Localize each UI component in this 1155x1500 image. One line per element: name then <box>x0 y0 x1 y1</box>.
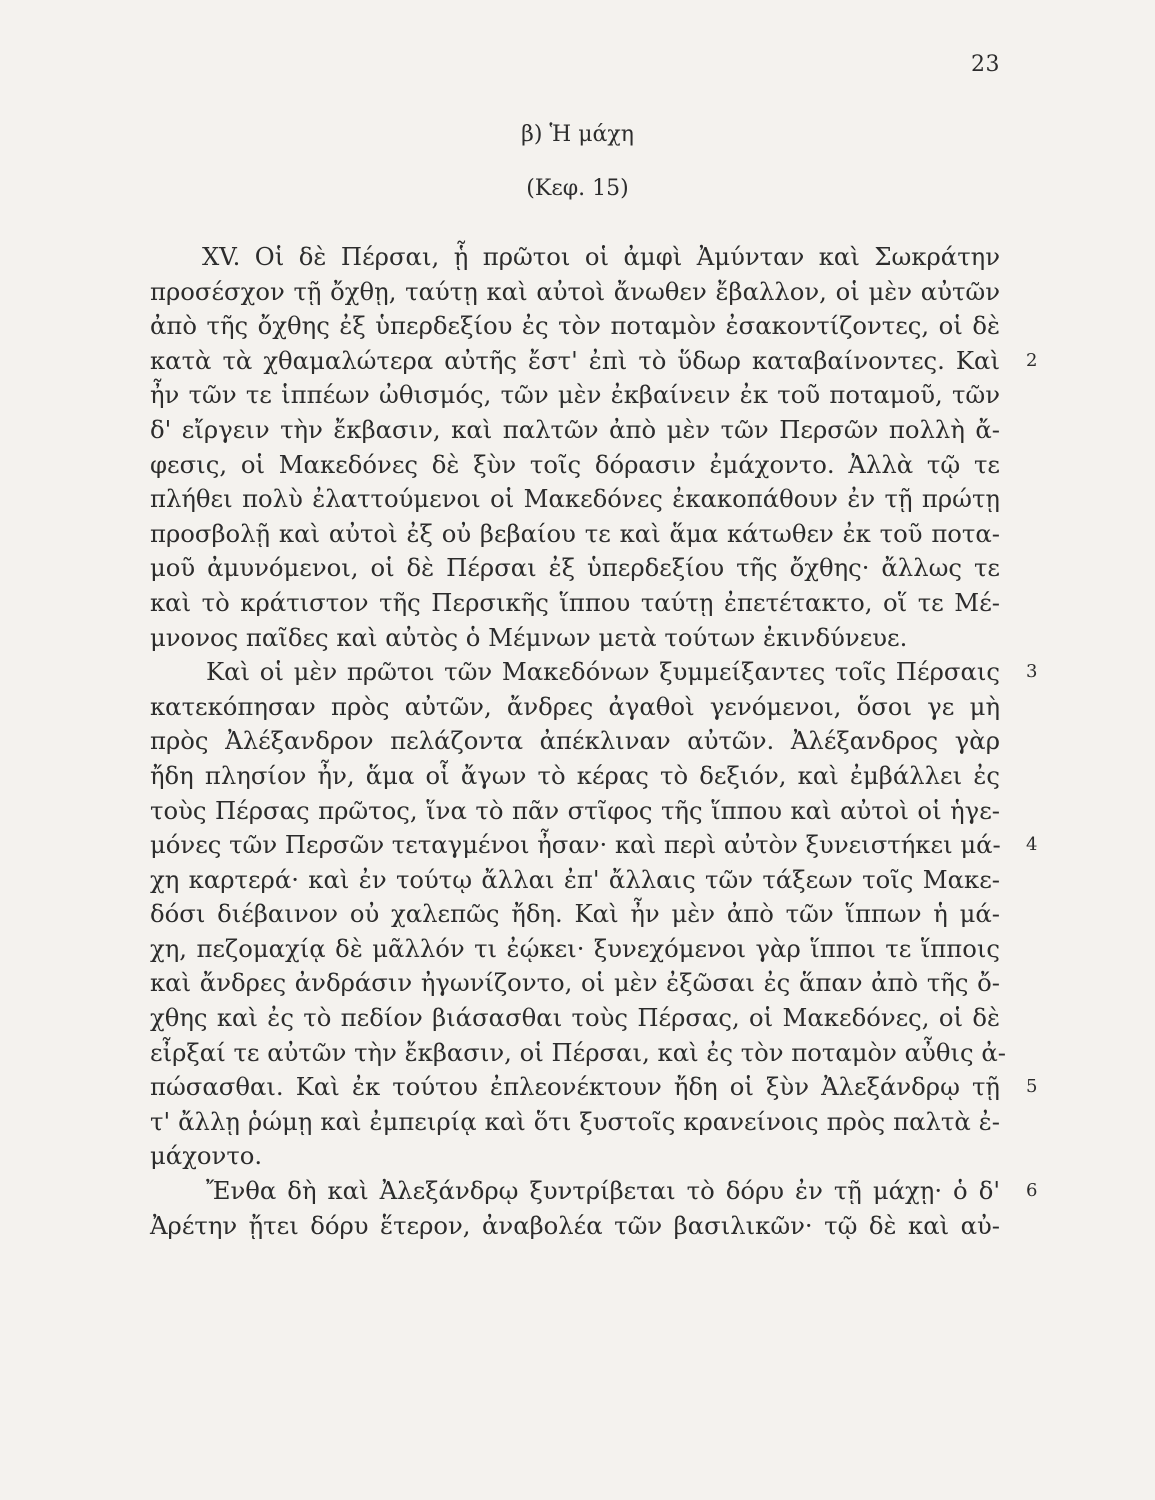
text-line-content: δόσι διέβαινον οὐ χαλεπῶς ἤδη. Καὶ ἦν μὲν ἀπὸ τῶν ἵππων ἡ μά- <box>150 899 1000 929</box>
text-line <box>150 309 1000 344</box>
text-line-content: πρὸς Ἀλέξανδρον πελάζοντα ἀπέκλιναν αὐτῶν. Ἀλέξανδρος γὰρ <box>150 726 1000 756</box>
text-line <box>150 724 1000 759</box>
text-line <box>150 240 1000 275</box>
text-line-content: προσέσχον τῇ ὄχθῃ, ταύτῃ καὶ αὐτοὶ ἄνωθεν ἔβαλλον, οἱ μὲν αὐτῶν <box>150 276 1000 306</box>
text-line-content: φεσις, οἱ Μακεδόνες δὲ ξὺν τοῖς δόρασιν ἐμάχοντο. Ἀλλὰ τῷ τε <box>150 449 1000 479</box>
text-line-content: ἦν τῶν τε ἱππέων ὠθισμός, τῶν μὲν ἐκβαίνειν ἐκ τοῦ ποταμοῦ, τῶν <box>150 380 1000 410</box>
margin-section-number: 4 <box>1026 834 1038 856</box>
text-line-content: XV. Οἱ δὲ Πέρσαι, ᾗ πρῶτοι οἱ ἀμφὶ Ἀμύνταν καὶ Σωκράτην <box>202 242 1000 271</box>
greek-text-body <box>150 240 1038 1243</box>
text-line <box>150 655 1038 690</box>
text-line-content: μοῦ ἀμυνόμενοι, οἱ δὲ Πέρσαι ἐξ ὑπερδεξίου τῆς ὄχθης· ἄλλως τε <box>150 553 1000 583</box>
text-line-content: χη καρτερά· καὶ ἐν τούτῳ ἄλλαι ἐπ' ἄλλαις τῶν τάξεων τοῖς Μακε- <box>150 864 1000 894</box>
text-line <box>150 275 1000 310</box>
text-line <box>150 794 1000 829</box>
text-line <box>150 621 1000 656</box>
text-line <box>150 1209 1000 1244</box>
text-line <box>150 759 1000 794</box>
text-line-content: πώσασθαι. Καὶ ἐκ τούτου ἐπλεονέκτουν ἤδη οἱ ξὺν Ἀλεξάνδρῳ τῇ <box>150 1072 1000 1102</box>
chapter-reference: (Κεφ. 15) <box>526 176 629 201</box>
text-line <box>150 828 1038 863</box>
text-line <box>150 378 1000 413</box>
text-line <box>150 690 1000 725</box>
text-line <box>150 586 1000 621</box>
text-line-content: μόνες τῶν Περσῶν τεταγμένοι ἦσαν· καὶ περὶ αὐτὸν ξυνειστήκει μά- <box>150 830 1001 860</box>
text-line-content: ἀπὸ τῆς ὄχθης ἐξ ὑπερδεξίου ἐς τὸν ποταμὸν ἐσακοντίζοντες, οἱ δὲ <box>150 311 1000 341</box>
text-line-content: κατεκόπησαν πρὸς αὐτῶν, ἄνδρες ἀγαθοὶ γενόμενοι, ὅσοι γε μὴ <box>150 691 1000 721</box>
text-line-content: Ἔνθα δὴ καὶ Ἀλεξάνδρῳ ξυντρίβεται τὸ δόρυ ἐν τῇ μάχῃ· ὁ δ' <box>206 1176 1000 1206</box>
text-line-content: μάχοντο. <box>150 1141 263 1171</box>
text-line <box>150 517 1000 552</box>
margin-section-number: 2 <box>1026 349 1038 371</box>
text-line-content: τοὺς Πέρσας πρῶτος, ἵνα τὸ πᾶν στῖφος τῆς ἵππου καὶ αὐτοὶ οἱ ἡγε- <box>150 795 1000 825</box>
text-line-content: κατὰ τὰ χθαμαλώτερα αὐτῆς ἔστ' ἐπὶ τὸ ὕδωρ καταβαίνοντες. Καὶ <box>150 345 1000 375</box>
text-line <box>150 1105 1000 1140</box>
text-line <box>150 863 1000 898</box>
text-line <box>150 1139 1000 1174</box>
text-line <box>150 932 1000 967</box>
text-line-content: τ' ἄλλῃ ῥώμῃ καὶ ἐμπειρίᾳ καὶ ὅτι ξυστοῖς κρανείνοις πρὸς παλτὰ ἐ- <box>150 1106 1000 1136</box>
text-line <box>150 966 1000 1001</box>
page-number: 23 <box>971 52 1000 77</box>
text-line-content: χθης καὶ ἐς τὸ πεδίον βιάσασθαι τοὺς Πέρσας, οἱ Μακεδόνες, οἱ δὲ <box>150 1003 1000 1033</box>
text-line-content: πλήθει πολὺ ἐλαττούμενοι οἱ Μακεδόνες ἐκακοπάθουν ἐν τῇ πρώτῃ <box>150 484 1000 514</box>
margin-section-number: 6 <box>1026 1180 1038 1202</box>
text-line-content: μνονος παῖδες καὶ αὐτὸς ὁ Μέμνων μετὰ τούτων ἐκινδύνευε. <box>150 622 908 652</box>
text-line-content: καὶ τὸ κράτιστον τῆς Περσικῆς ἵππου ταύτῃ ἐπετέτακτο, οἵ τε Μέ- <box>150 587 1000 617</box>
text-line <box>150 1070 1038 1105</box>
margin-section-number: 5 <box>1026 1076 1038 1098</box>
text-line-content: καὶ ἄνδρες ἀνδράσιν ἠγωνίζοντο, οἱ μὲν ἐξῶσαι ἐς ἅπαν ἀπὸ τῆς ὄ- <box>150 968 1000 998</box>
text-line <box>150 1174 1038 1209</box>
text-line <box>150 1036 1006 1071</box>
margin-section-number: 3 <box>1026 661 1038 683</box>
text-line-content: Ἀρέτην ᾔτει δόρυ ἕτερον, ἀναβολέα τῶν βασιλικῶν· τῷ δὲ καὶ αὐ- <box>150 1210 1000 1240</box>
text-line <box>150 448 1000 483</box>
text-line-content: προσβολῇ καὶ αὐτοὶ ἐξ οὐ βεβαίου τε καὶ ἅμα κάτωθεν ἐκ τοῦ ποτα- <box>150 518 1000 548</box>
text-line <box>150 1001 1000 1036</box>
text-line <box>150 482 1000 517</box>
text-line <box>150 344 1038 379</box>
text-line-content: Καὶ οἱ μὲν πρῶτοι τῶν Μακεδόνων ξυμμείξαντες τοῖς Πέρσαις <box>206 657 1000 687</box>
text-line-content: εἶρξαί τε αὐτῶν τὴν ἔκβασιν, οἱ Πέρσαι, καὶ ἐς τὸν ποταμὸν αὖθις ἀ- <box>150 1037 1006 1067</box>
text-line <box>150 551 1000 586</box>
text-line <box>150 897 1000 932</box>
text-line-content: δ' εἴργειν τὴν ἔκβασιν, καὶ παλτῶν ἀπὸ μὲν τῶν Περσῶν πολλὴ ἄ- <box>150 414 1000 444</box>
section-subtitle: β) Ἡ μάχη <box>521 122 634 147</box>
text-line-content: χη, πεζομαχίᾳ δὲ μᾶλλόν τι ἐῴκει· ξυνεχόμενοι γὰρ ἵπποι τε ἵπποις <box>150 933 1000 963</box>
text-line <box>150 413 1000 448</box>
text-line-content: ἤδη πλησίον ἦν, ἅμα οἷ ἄγων τὸ κέρας τὸ δεξιόν, καὶ ἐμβάλλει ἐς <box>150 760 1000 790</box>
